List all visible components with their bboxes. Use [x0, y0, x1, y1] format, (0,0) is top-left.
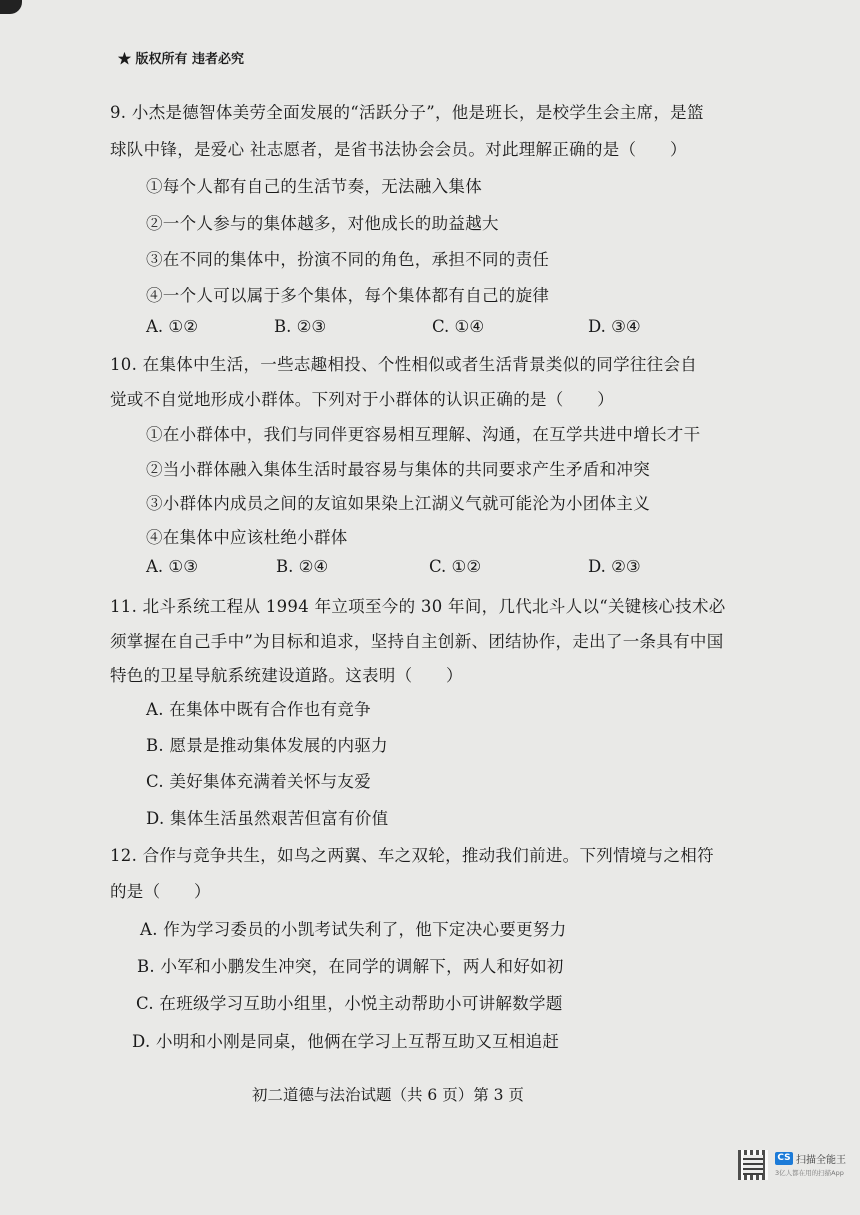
q9-statement-2: ②一个人参与的集体越多，对他成长的助益越大 — [146, 214, 499, 233]
q10-statement-2: ②当小群体融入集体生活时最容易与集体的共同要求产生矛盾和冲突 — [146, 460, 650, 479]
q12-option-d: D. 小明和小刚是同桌，他俩在学习上互帮互助又互相追赶 — [132, 1032, 560, 1051]
q12-option-b: B. 小军和小鹏发生冲突，在同学的调解下，两人和好如初 — [137, 957, 564, 976]
q10-option-a: A. ①③ — [146, 557, 198, 576]
q12-option-c: C. 在班级学习互助小组里，小悦主动帮助小可讲解数学题 — [136, 994, 563, 1013]
q12-stem-line1: 12. 合作与竞争共生，如鸟之两翼、车之双轮，推动我们前进。下列情境与之相符 — [110, 846, 714, 865]
q9-option-c: C. ①④ — [432, 317, 485, 336]
scanner-app-name: 扫描全能王 — [796, 1155, 846, 1166]
scanner-app-tagline: 3亿人都在用的扫描App — [775, 1169, 844, 1177]
q10-stem-line1: 10. 在集体中生活，一些志趣相投、个性相似或者生活背景类似的同学往往会自 — [110, 355, 698, 374]
q10-statement-3: ③小群体内成员之间的友谊如果染上江湖义气就可能沦为小团体主义 — [146, 494, 650, 513]
qr-code-icon — [738, 1150, 768, 1180]
q12-option-a: A. 作为学习委员的小凯考试失利了，他下定决心要更努力 — [140, 920, 567, 939]
q11-option-a: A. 在集体中既有合作也有竞争 — [146, 700, 371, 719]
q12-stem-line2: 的是（ ） — [110, 882, 211, 901]
scan-corner-mark — [0, 0, 22, 14]
q10-option-c: C. ①② — [429, 557, 482, 576]
q9-option-b: B. ②③ — [274, 317, 327, 336]
q10-option-b: B. ②④ — [276, 557, 329, 576]
q11-stem-line3: 特色的卫星导航系统建设道路。这表明（ ） — [110, 666, 463, 685]
camscanner-logo-icon: CS — [775, 1152, 793, 1165]
q11-stem-line2: 须掌握在自己手中”为目标和追求，坚持自主创新、团结协作，走出了一条具有中国 — [110, 632, 724, 651]
q10-statement-4: ④在集体中应该杜绝小群体 — [146, 528, 348, 547]
q11-option-b: B. 愿景是推动集体发展的内驱力 — [146, 736, 388, 755]
q9-stem-line1: 9. 小杰是德智体美劳全面发展的“活跃分子”，他是班长，是校学生会主席，是篮 — [110, 103, 704, 122]
q11-stem-line1: 11. 北斗系统工程从 1994 年立项至今的 30 年间，几代北斗人以“关键核心技术必 — [110, 597, 726, 616]
q9-option-a: A. ①② — [146, 317, 198, 336]
q9-option-d: D. ③④ — [588, 317, 641, 336]
q9-stem-line2: 球队中锋，是爱心 社志愿者，是省书法协会会员。对此理解正确的是（ ） — [110, 140, 687, 159]
q9-statement-1: ①每个人都有自己的生活节奏，无法融入集体 — [146, 177, 482, 196]
copyright-header: ★ 版权所有 违者必究 — [118, 52, 245, 67]
q9-statement-4: ④一个人可以属于多个集体，每个集体都有自己的旋律 — [146, 286, 550, 305]
q10-option-d: D. ②③ — [588, 557, 641, 576]
q9-statement-3: ③在不同的集体中，扮演不同的角色，承担不同的责任 — [146, 250, 550, 269]
page-footer: 初二道德与法治试题（共 6 页）第 3 页 — [252, 1086, 524, 1104]
q10-stem-line2: 觉或不自觉地形成小群体。下列对于小群体的认识正确的是（ ） — [110, 390, 614, 409]
q10-statement-1: ①在小群体中，我们与同伴更容易相互理解、沟通，在互学共进中增长才干 — [146, 425, 701, 444]
q11-option-c: C. 美好集体充满着关怀与友爱 — [146, 772, 372, 791]
q11-option-d: D. 集体生活虽然艰苦但富有价值 — [146, 809, 389, 828]
